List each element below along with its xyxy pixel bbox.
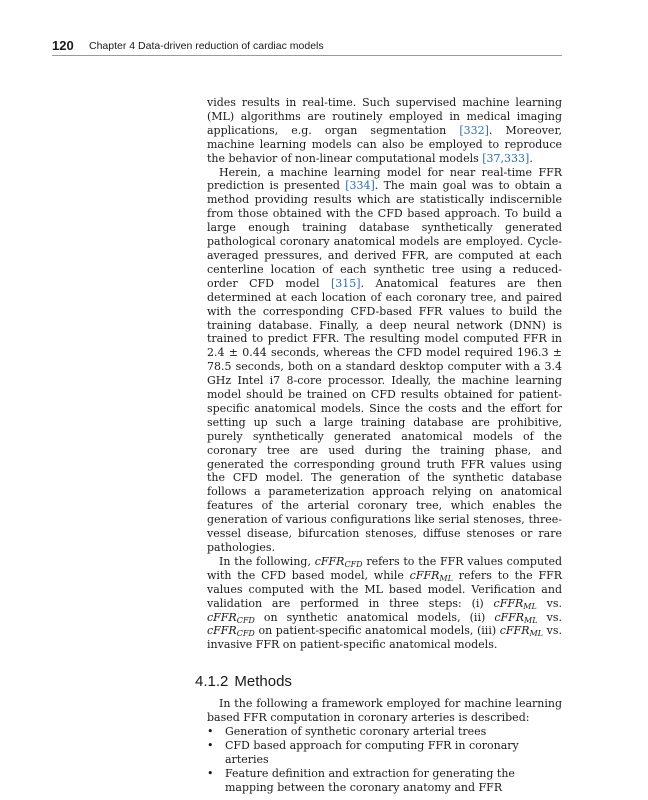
- list-item-text: CFD based approach for computing FFR in coronary arteries: [225, 738, 519, 766]
- math-cffr-cfd: cFFR$_{CFD}$: [207, 610, 255, 625]
- section-intro: In the following a framework employed for machine learning based FFR computation in coronary arteries is described:: [207, 697, 562, 725]
- bullet-icon: •: [207, 738, 214, 752]
- paragraph-2: [207, 166, 562, 555]
- bullet-list: [207, 725, 562, 795]
- citation-link[interactable]: [334]: [345, 179, 375, 193]
- math-cffr-ml: cFFR$_{ML}$: [409, 568, 453, 583]
- text-run: refers to the FFR values computed with the ML based model. Verification and validation are performed in three steps: (i): [207, 568, 562, 610]
- list-item-text: Generation of synthetic coronary arterial trees: [225, 724, 487, 738]
- bullet-icon: •: [207, 724, 214, 738]
- body-text: [195, 96, 562, 795]
- citation-link[interactable]: [37,333]: [482, 151, 530, 165]
- text-run: refers to the FFR values computed with the CFD based model, while: [207, 554, 562, 582]
- list-item: [207, 767, 562, 795]
- text-run: on synthetic anatomical models, (ii): [254, 610, 495, 624]
- text-run: . The main goal was to obtain a method providing results which are statistically indiscernible from those obtained with the CFD based approach. To build a large enough training database synthetically generated pathological coronary anatomical models are employed. Cycle-averaged pressures, and derived FFR, are computed at each centerline location of each synthetic tree using a reduced-order CFD model: [207, 179, 562, 290]
- citation-link[interactable]: [332]: [459, 123, 489, 137]
- list-item: [207, 739, 562, 767]
- math-cffr-cfd: cFFR$_{CFD}$: [207, 624, 255, 639]
- list-item: [207, 725, 562, 739]
- text-run: . Anatomical features are then determined at each location of each coronary tree, and paired with the corresponding CFD-based FFR values to build the training database. Finally, a deep neural network (DNN) is trained to predict FFR. The resulting model computed FFR in 2.4 ± 0.44 seconds, whereas the CFD model required 196.3 ± 78.5 seconds, both on a standard desktop computer with a 3.4 GHz Intel i7 8-core processor. Ideally, the machine learning model should be trained on CFD results obtained for patient-specific anatomical models. Since the costs and the effort for setting up such a large training database are prohibitive, purely synthetically generated anatomical models of the coronary tree are used during the training phase, and generated the corresponding ground truth FFR values using the CFD model. The generation of the synthetic database follows a parameterization approach relying on anatomical features of the arterial coronary tree, which enables the generation of various configurations like serial stenoses, three-vessel disease, bifurcation stenoses, diffuse stenoses or rare pathologies.: [207, 276, 562, 554]
- text-run: Herein, a machine learning model for near real-time FFR prediction is presented: [207, 165, 562, 193]
- header-rule: [52, 55, 562, 56]
- math-cffr-ml: cFFR$_{ML}$: [493, 596, 537, 611]
- section-number: 4.1.2: [195, 673, 229, 691]
- math-cffr-ml: cFFR$_{ML}$: [494, 610, 538, 625]
- text-run: vs.: [536, 596, 562, 610]
- text-run: .: [529, 151, 533, 165]
- bullet-icon: •: [207, 766, 214, 780]
- page-number: 120: [52, 38, 74, 53]
- list-item-text: Feature definition and extraction for generating the mapping between the coronary anatomy and FFR: [225, 766, 515, 794]
- section-title: Methods: [234, 673, 292, 691]
- section-heading: [195, 675, 562, 689]
- running-header: [52, 38, 562, 54]
- text-run: on patient-specific anatomical models, (iii): [254, 624, 500, 638]
- math-cffr-cfd: cFFR$_{CFD}$: [314, 554, 363, 569]
- paragraph-3: [207, 555, 562, 652]
- text-run: vides results in real-time. Such supervised machine learning (ML) algorithms are routinely employed in medical imaging applications, e.g. organ segmentation: [207, 96, 562, 137]
- text-run: vs. invasive FFR on patient-specific anatomical models.: [207, 624, 562, 652]
- running-title: Chapter 4 Data-driven reduction of cardiac models: [89, 40, 324, 52]
- text-run: In the following,: [219, 554, 315, 568]
- paragraph-1: [207, 96, 562, 166]
- text-run: vs.: [537, 610, 562, 624]
- citation-link[interactable]: [315]: [330, 276, 361, 290]
- math-cffr-ml: cFFR$_{ML}$: [499, 624, 543, 639]
- text-run: . Moreover, machine learning models can also be employed to reproduce the behavior of non-linear computational models: [207, 123, 562, 165]
